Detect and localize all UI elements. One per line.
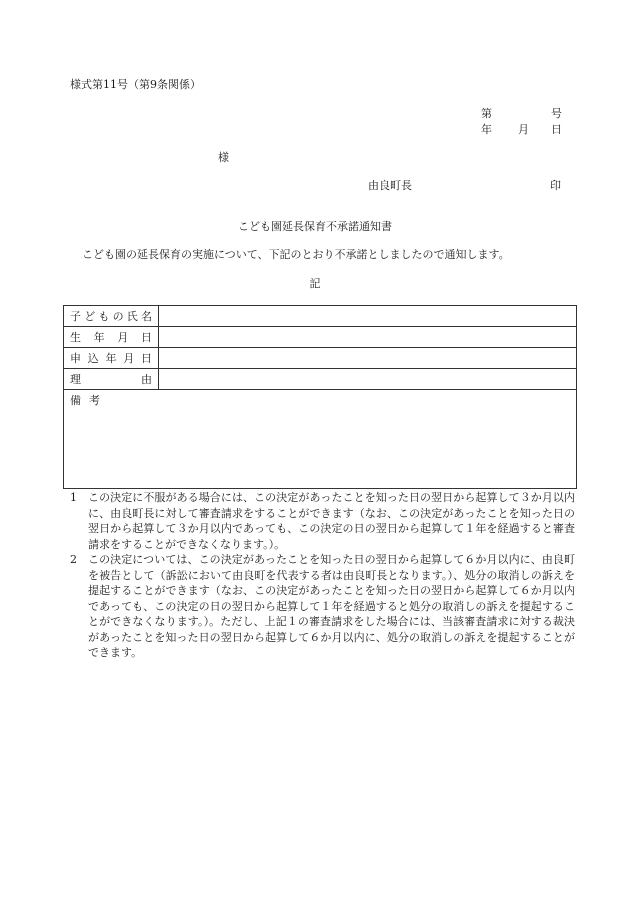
- note-number: 1: [70, 491, 77, 504]
- table-row: [64, 306, 577, 327]
- table-row: [64, 390, 577, 489]
- table-row: [64, 348, 577, 369]
- child-name-value: [159, 306, 577, 327]
- reason-label: 理 由: [64, 369, 159, 390]
- dob-value: [159, 327, 577, 348]
- notes-list: [70, 490, 575, 661]
- note-text: この決定に不服がある場合には、この決定があったことを知った日の翌日から起算して３か月以内に、由良町長に対して審査請求をすることができます（なお、この決定があったことを知った日の翌日から起算して３か月以内であっても、この決定の日の翌日から起算して１年を経過すると審査請求をすることができなくなります。）。: [88, 491, 575, 551]
- note-text: この決定については、この決定があったことを知った日の翌日から起算して６か月以内に、由良町を被告として（訴訟において由良町を代表する者は由良町長となります。）、処分の取消しの訴えを提起することができます（なお、この決定があったことを知った日の翌日から起算して６か月以内であっても、この決定の日の翌日から起算して１年を経過すると処分の取消しの訴えを提起することができなくなります。）。ただし、上記１の審査請求をした場合には、当該審査請求に対する裁決があったことを知った日の翌日から起算して６か月以内に、処分の取消しの訴えを提起することができます。: [88, 553, 575, 659]
- remarks-label: 備 考: [70, 394, 100, 407]
- form-number: 様式第11号（第9条関係）: [70, 78, 201, 91]
- child-name-label: 子 ど も の 氏 名: [64, 306, 159, 327]
- ki-heading: 記: [309, 277, 321, 290]
- reason-value: [159, 369, 577, 390]
- number-prefix: 第: [481, 107, 492, 120]
- remarks-cell: [64, 390, 577, 489]
- note-item: [70, 490, 575, 552]
- dob-label: 生 年 月 日: [64, 327, 159, 348]
- table-row: [64, 327, 577, 348]
- intro-text: こども園の延長保育の実施について、下記のとおり不承諾としましたので通知します。: [82, 248, 510, 261]
- date-day-label: 日: [551, 123, 562, 136]
- number-suffix: 号: [551, 107, 562, 120]
- date-month-label: 月: [518, 123, 529, 136]
- application-date-value: [159, 348, 577, 369]
- date-year-label: 年: [481, 123, 492, 136]
- table-row: [64, 369, 577, 390]
- addressee-suffix: 様: [218, 151, 229, 164]
- document-title: こども園延長保育不承諾通知書: [238, 220, 392, 233]
- application-date-label: 申 込 年 月 日: [64, 348, 159, 369]
- note-number: 2: [70, 553, 77, 566]
- issuer-title: 由良町長: [368, 179, 412, 192]
- info-table: [63, 305, 577, 489]
- seal-mark: 印: [550, 179, 561, 192]
- note-item: [70, 552, 575, 661]
